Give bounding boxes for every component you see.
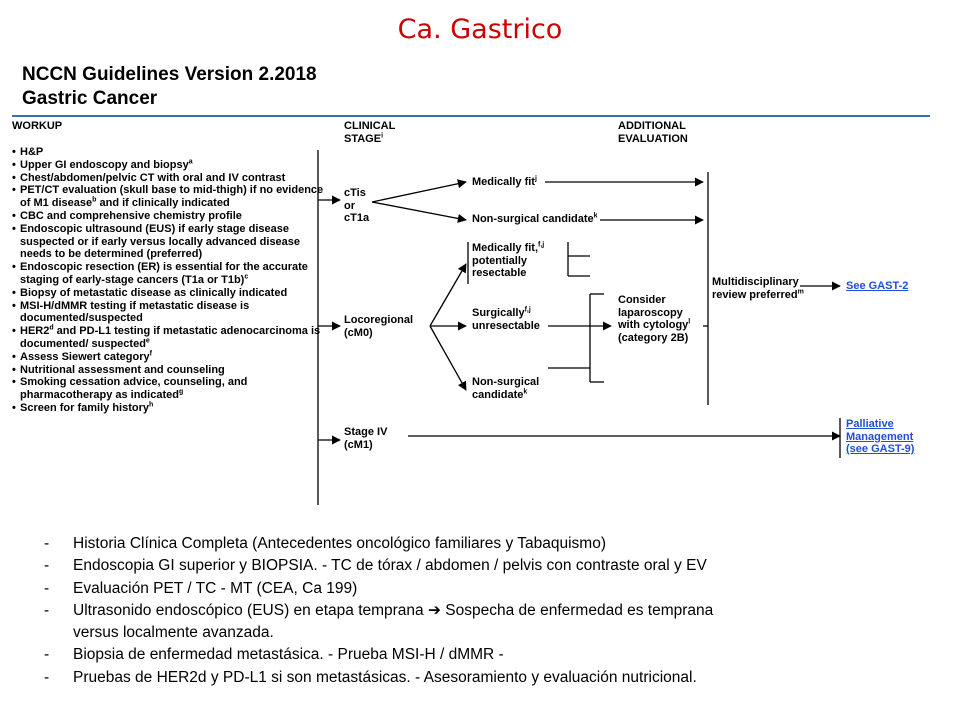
see-gast2-link[interactable]: See GAST-2 xyxy=(846,280,909,292)
slide-title: Ca. Gastrico xyxy=(397,14,563,45)
note-item: - Endoscopia GI superior y BIOPSIA. - TC de tórax / abdomen / pelvis con contraste oral y EV xyxy=(44,557,707,575)
workup-item: • Nutritional assessment and counseling xyxy=(12,364,324,377)
workup-item: • PET/CT evaluation (skull base to mid-thigh) if no evidence of M1 disease$^b$ and if clinically indicated xyxy=(12,184,324,210)
note-item: - Evaluación PET / TC - MT (CEA, Ca 199) xyxy=(44,579,358,597)
workup-item: • H&P xyxy=(12,146,324,159)
stage-locoregional: Locoregional (cM0) xyxy=(344,314,414,339)
workup-item: • Chest/abdomen/pelvic CT with oral and IV contrast xyxy=(12,172,324,185)
workup-item: • CBC and comprehensive chemistry profile xyxy=(12,210,324,223)
note-item: - Biopsia de enfermedad metastásica. - Prueba MSI-H / dMMR - xyxy=(44,646,504,664)
guideline-subtitle: Gastric Cancer xyxy=(22,88,158,109)
guideline-title: NCCN Guidelines Version 2.2018 xyxy=(22,64,317,85)
right-arrow-icon: ➔ xyxy=(428,601,441,619)
stage-ctis: cTis or cT1a xyxy=(344,187,370,224)
branch-non-surgical-candidate-2: Non-surgical candidate$^k$ xyxy=(472,376,540,401)
column-header-workup: WORKUP xyxy=(12,120,63,132)
laparoscopy-box: Consider laparoscopy with cytology$^l$ (category 2B) xyxy=(618,294,691,344)
column-header-additional-evaluation: ADDITIONAL EVALUATION xyxy=(618,120,688,145)
branch-non-surgical-candidate: Non-surgical candidate$^k$ xyxy=(472,212,598,225)
branch-surgically-unresectable: Surgically$^{f,j}$ unresectable xyxy=(472,306,540,332)
stage-iv: Stage IV (cM1) xyxy=(344,426,388,451)
note-item-continuation: versus localmente avanzada. xyxy=(73,624,274,642)
notes-list xyxy=(44,533,924,689)
workup-item: • Smoking cessation advice, counseling, and pharmacotherapy as indicated$^g$ xyxy=(12,376,324,402)
workup-item: • Biopsy of metastatic disease as clinically indicated xyxy=(12,287,324,300)
arrow-ctis-non-surgical xyxy=(372,202,466,220)
palliative-management-link[interactable]: Palliative Management (see GAST-9) xyxy=(846,418,915,455)
note-item: - Ultrasonido endoscópico (EUS) en etapa temprana ➔ Sospecha de enfermedad es temprana xyxy=(44,601,714,619)
note-item: - Pruebas de HER2d y PD-L1 si son metastásicas. - Asesoramiento y evaluación nutricional. xyxy=(44,668,697,686)
note-item: - Historia Clínica Completa (Antecedentes oncológico familiares y Tabaquismo) xyxy=(44,535,606,552)
multidisciplinary-review: Multidisciplinary review preferred$^m$ xyxy=(712,276,804,301)
workup-item: • HER2$^d$ and PD-L1 testing if metastatic adenocarcinoma is documented/ suspected$^e$ xyxy=(12,325,324,351)
workup-item: • Upper GI endoscopy and biopsy$^a$ xyxy=(12,159,324,172)
workup-item: • Assess Siewert category$^f$ xyxy=(12,351,324,364)
branch-medically-fit-resectable: Medically fit,$^{f,j}$ potentially resectable xyxy=(472,241,545,279)
branch-medically-fit: Medically fit$^j$ xyxy=(472,175,537,188)
arrow-loco-medically-fit xyxy=(430,264,466,326)
workup-item: • Screen for family history$^h$ xyxy=(12,402,324,415)
arrow-loco-non-surgical xyxy=(430,326,466,390)
workup-item: • Endoscopic resection (ER) is essential for the accurate staging of early-stage cancers (T1a or T1b)$^c$ xyxy=(12,261,324,287)
workup-item: • MSI-H/dMMR testing if metastatic disease is documented/suspected xyxy=(12,300,324,326)
arrow-ctis-medically-fit xyxy=(372,182,466,202)
column-header-clinical-stage: CLINICAL STAGE$^i$ xyxy=(344,120,396,145)
workup-item: • Endoscopic ultrasound (EUS) if early stage disease suspected or if early versus locally advanced disease needs to be determined (preferred) xyxy=(12,223,324,261)
